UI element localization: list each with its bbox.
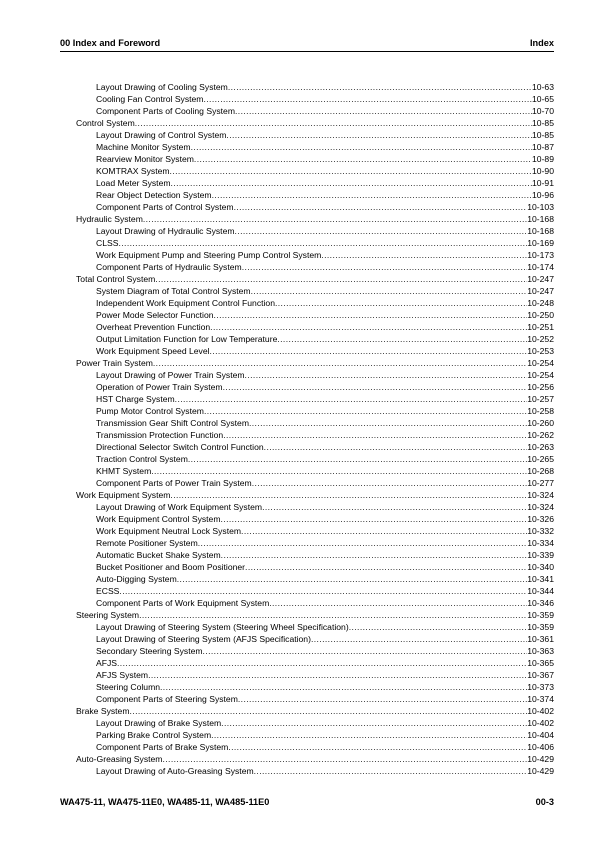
- toc-dot-leader: [241, 525, 527, 537]
- toc-entry-title: KHMT System: [96, 466, 152, 476]
- toc-entry-title: Work Equipment Pump and Steering Pump Control System: [96, 250, 322, 260]
- toc-entry-title: Remote Positioner System: [96, 538, 198, 548]
- toc-entry-page: 10-250: [527, 310, 554, 320]
- toc-subentry[interactable]: [76, 165, 554, 177]
- toc-dot-leader: [277, 333, 527, 345]
- toc-entry-page: 10-268: [527, 466, 554, 476]
- toc-dot-leader: [135, 117, 532, 129]
- toc-subentry[interactable]: [76, 621, 554, 633]
- toc-entry-page: 10-256: [527, 382, 554, 392]
- toc-entry-title: Work Equipment Control System: [96, 514, 221, 524]
- toc-entry-page: 10-103: [527, 202, 554, 212]
- toc-entry-page: 10-85: [532, 130, 554, 140]
- toc-dot-leader: [249, 417, 527, 429]
- toc-entry-title: Automatic Bucket Shake System: [96, 550, 221, 560]
- header-section-title: 00 Index and Foreword: [60, 38, 161, 48]
- toc-section-entry[interactable]: [76, 609, 554, 621]
- toc-entry-title: Pump Motor Control System: [96, 406, 204, 416]
- toc-dot-leader: [155, 273, 527, 285]
- toc-subentry[interactable]: [76, 237, 554, 249]
- footer-page-number: 00-3: [535, 797, 554, 807]
- toc-subentry[interactable]: [76, 597, 554, 609]
- toc-entry-page: 10-334: [527, 538, 554, 548]
- toc-entry-title: Layout Drawing of Hydraulic System: [96, 226, 235, 236]
- toc-entry-page: 10-363: [527, 646, 554, 656]
- toc-entry-title: Independent Work Equipment Control Function: [96, 298, 275, 308]
- toc-entry-title: Component Parts of Cooling System: [96, 106, 235, 116]
- toc-subentry[interactable]: [76, 369, 554, 381]
- toc-subentry[interactable]: [76, 189, 554, 201]
- toc-subentry[interactable]: [76, 645, 554, 657]
- toc-dot-leader: [262, 501, 527, 513]
- toc-dot-leader: [275, 297, 527, 309]
- toc-entry-title: Control System: [76, 118, 135, 128]
- toc-subentry[interactable]: [76, 249, 554, 261]
- toc-dot-leader: [130, 705, 528, 717]
- toc-entry-title: Layout Drawing of Work Equipment System: [96, 502, 263, 512]
- header-chapter-title: Index: [530, 38, 554, 48]
- toc-subentry[interactable]: [76, 321, 554, 333]
- toc-dot-leader: [321, 249, 527, 261]
- toc-entry-title: Transmission Protection Function: [96, 430, 224, 440]
- toc-dot-leader: [198, 537, 528, 549]
- toc-entry-title: Layout Drawing of Power Train System: [96, 370, 245, 380]
- toc-entry-page: 10-324: [527, 490, 554, 500]
- toc-dot-leader: [151, 465, 527, 477]
- toc-dot-leader: [139, 609, 527, 621]
- toc-entry-title: Rearview Monitor System: [96, 154, 194, 164]
- toc-entry-page: 10-324: [527, 502, 554, 512]
- toc-dot-leader: [221, 549, 528, 561]
- toc-entry-page: 10-87: [532, 142, 554, 152]
- toc-entry-page: 10-89: [532, 154, 554, 164]
- toc-dot-leader: [235, 225, 528, 237]
- toc-entry-title: Output Limitation Function for Low Temperature: [96, 334, 278, 344]
- toc-entry-title: Component Parts of Work Equipment System: [96, 598, 270, 608]
- toc-section-entry[interactable]: [76, 705, 554, 717]
- toc-dot-leader: [238, 693, 527, 705]
- toc-dot-leader: [221, 717, 527, 729]
- toc-entry-page: 10-247: [527, 274, 554, 284]
- toc-entry-page: 10-374: [527, 694, 554, 704]
- toc-entry-title: Component Parts of Power Train System: [96, 478, 252, 488]
- toc-dot-leader: [210, 345, 528, 357]
- toc-subentry[interactable]: [76, 141, 554, 153]
- toc-entry-page: 10-340: [527, 562, 554, 572]
- footer-model-list: WA475-11, WA475-11E0, WA485-11, WA485-11E0: [60, 797, 270, 807]
- toc-subentry[interactable]: [76, 177, 554, 189]
- toc-entry-page: 10-359: [527, 622, 554, 632]
- toc-subentry[interactable]: [76, 729, 554, 741]
- toc-entry-page: 10-65: [532, 94, 554, 104]
- toc-subentry[interactable]: [76, 333, 554, 345]
- toc-dot-leader: [311, 633, 527, 645]
- toc-entry-page: 10-247: [527, 286, 554, 296]
- toc-subentry[interactable]: [76, 657, 554, 669]
- toc-section-entry[interactable]: [76, 489, 554, 501]
- toc-entry-title: Parking Brake Control System: [96, 730, 212, 740]
- toc-subentry[interactable]: [76, 681, 554, 693]
- toc-entry-page: 10-365: [527, 658, 554, 668]
- toc-dot-leader: [171, 177, 533, 189]
- toc-dot-leader: [143, 213, 527, 225]
- toc-entry-page: 10-90: [532, 166, 554, 176]
- toc-dot-leader: [223, 429, 527, 441]
- toc-entry-page: 10-429: [527, 766, 554, 776]
- toc-entry-title: Layout Drawing of Steering System (AFJS Specification): [96, 634, 311, 644]
- toc-entry-page: 10-332: [527, 526, 554, 536]
- toc-dot-leader: [254, 765, 528, 777]
- toc-entry-title: Steering Column: [96, 682, 161, 692]
- toc-subentry[interactable]: [76, 345, 554, 357]
- toc-dot-leader: [170, 165, 532, 177]
- toc-entry-title: Transmission Gear Shift Control System: [96, 418, 249, 428]
- toc-entry-title: Secondary Steering System: [96, 646, 203, 656]
- toc-entry-page: 10-402: [527, 706, 554, 716]
- toc-entry-title: Operation of Power Train System: [96, 382, 223, 392]
- toc-subentry[interactable]: [76, 717, 554, 729]
- toc-dot-leader: [212, 189, 532, 201]
- toc-entry-title: Work Equipment System: [76, 490, 171, 500]
- toc-subentry[interactable]: [76, 537, 554, 549]
- toc-dot-leader: [203, 645, 528, 657]
- toc-entry-page: 10-373: [527, 682, 554, 692]
- toc-subentry[interactable]: [76, 429, 554, 441]
- toc-entry-title: Cooling Fan Control System: [96, 94, 204, 104]
- toc-dot-leader: [188, 453, 527, 465]
- toc-entry-page: 10-248: [527, 298, 554, 308]
- toc-dot-leader: [228, 81, 532, 93]
- toc-dot-leader: [148, 669, 527, 681]
- toc-entry-page: 10-174: [527, 262, 554, 272]
- toc-entry-page: 10-260: [527, 418, 554, 428]
- toc-dot-leader: [245, 369, 528, 381]
- toc-dot-leader: [242, 261, 528, 273]
- toc-entry-title: Layout Drawing of Brake System: [96, 718, 222, 728]
- toc-entry-title: Auto-Greasing System: [76, 754, 163, 764]
- toc-entry-title: Machine Monitor System: [96, 142, 191, 152]
- page-header: [60, 38, 554, 50]
- toc-dot-leader: [177, 573, 528, 585]
- toc-entry-title: ECSS: [96, 586, 120, 596]
- toc-subentry[interactable]: [76, 129, 554, 141]
- toc-section-entry[interactable]: [76, 117, 554, 129]
- toc-entry-title: Component Parts of Control System: [96, 202, 234, 212]
- toc-entry-title: Layout Drawing of Steering System (Steering Wheel Specification): [96, 622, 349, 632]
- toc-subentry[interactable]: [76, 549, 554, 561]
- toc-entry-title: Traction Control System: [96, 454, 188, 464]
- toc-entry-page: 10-344: [527, 586, 554, 596]
- toc-subentry[interactable]: [76, 393, 554, 405]
- toc-dot-leader: [204, 405, 527, 417]
- toc-entry-title: System Diagram of Total Control System: [96, 286, 251, 296]
- toc-entry-title: AFJS System: [96, 670, 149, 680]
- toc-entry-title: AFJS: [96, 658, 118, 668]
- toc-dot-leader: [251, 285, 528, 297]
- toc-entry-page: 10-346: [527, 598, 554, 608]
- toc-dot-leader: [118, 237, 527, 249]
- toc-entry-title: Bucket Positioner and Boom Positioner: [96, 562, 246, 572]
- toc-entry-title: Power Train System: [76, 358, 153, 368]
- toc-subentry[interactable]: [76, 381, 554, 393]
- toc-subentry[interactable]: [76, 285, 554, 297]
- toc-entry-page: 10-252: [527, 334, 554, 344]
- toc-entry-page: 10-85: [532, 118, 554, 128]
- toc-entry-title: Component Parts of Hydraulic System: [96, 262, 242, 272]
- toc-dot-leader: [175, 393, 528, 405]
- toc-subentry[interactable]: [76, 573, 554, 585]
- toc-entry-title: Work Equipment Speed Level: [96, 346, 210, 356]
- toc-dot-leader: [214, 309, 528, 321]
- toc-subentry[interactable]: [76, 261, 554, 273]
- toc-section-entry[interactable]: [76, 213, 554, 225]
- toc-subentry[interactable]: [76, 585, 554, 597]
- toc-entry-page: 10-96: [532, 190, 554, 200]
- toc-subentry[interactable]: [76, 417, 554, 429]
- toc-dot-leader: [245, 561, 527, 573]
- toc-dot-leader: [191, 141, 532, 153]
- toc-entry-page: 10-429: [527, 754, 554, 764]
- table-of-contents: [76, 81, 554, 777]
- toc-entry-page: 10-91: [532, 178, 554, 188]
- toc-entry-page: 10-341: [527, 574, 554, 584]
- toc-subentry[interactable]: [76, 297, 554, 309]
- toc-section-entry[interactable]: [76, 273, 554, 285]
- toc-subentry[interactable]: [76, 93, 554, 105]
- toc-dot-leader: [211, 729, 527, 741]
- toc-entry-title: Hydraulic System: [76, 214, 143, 224]
- toc-entry-page: 10-254: [527, 358, 554, 368]
- toc-entry-page: 10-169: [527, 238, 554, 248]
- toc-entry-page: 10-251: [527, 322, 554, 332]
- header-divider: [60, 51, 554, 52]
- toc-dot-leader: [234, 201, 528, 213]
- toc-dot-leader: [252, 477, 528, 489]
- toc-subentry[interactable]: [76, 477, 554, 489]
- toc-subentry[interactable]: [76, 525, 554, 537]
- toc-subentry[interactable]: [76, 441, 554, 453]
- toc-entry-title: Overheat Prevention Function: [96, 322, 211, 332]
- toc-entry-page: 10-173: [527, 250, 554, 260]
- toc-entry-page: 10-258: [527, 406, 554, 416]
- toc-entry-page: 10-168: [527, 226, 554, 236]
- toc-entry-title: CLSS: [96, 238, 119, 248]
- toc-subentry[interactable]: [76, 561, 554, 573]
- toc-entry-page: 10-367: [527, 670, 554, 680]
- toc-dot-leader: [117, 657, 527, 669]
- toc-subentry[interactable]: [76, 633, 554, 645]
- toc-dot-leader: [223, 381, 528, 393]
- toc-entry-page: 10-265: [527, 454, 554, 464]
- toc-entry-title: Steering System: [76, 610, 140, 620]
- toc-dot-leader: [235, 105, 532, 117]
- toc-subentry[interactable]: [76, 153, 554, 165]
- toc-entry-title: KOMTRAX System: [96, 166, 170, 176]
- toc-dot-leader: [162, 753, 527, 765]
- toc-entry-page: 10-70: [532, 106, 554, 116]
- toc-subentry[interactable]: [76, 765, 554, 777]
- toc-subentry[interactable]: [76, 225, 554, 237]
- toc-entry-title: Rear Object Detection System: [96, 190, 212, 200]
- toc-entry-title: Brake System: [76, 706, 130, 716]
- toc-entry-page: 10-168: [527, 214, 554, 224]
- toc-dot-leader: [203, 93, 532, 105]
- toc-dot-leader: [228, 741, 527, 753]
- toc-entry-page: 10-406: [527, 742, 554, 752]
- toc-subentry[interactable]: [76, 693, 554, 705]
- toc-entry-title: HST Charge System: [96, 394, 175, 404]
- toc-entry-page: 10-63: [532, 82, 554, 92]
- toc-subentry[interactable]: [76, 81, 554, 93]
- toc-dot-leader: [160, 681, 527, 693]
- toc-entry-page: 10-262: [527, 430, 554, 440]
- toc-entry-title: Layout Drawing of Cooling System: [96, 82, 228, 92]
- toc-dot-leader: [210, 321, 527, 333]
- toc-dot-leader: [194, 153, 532, 165]
- toc-dot-leader: [221, 513, 528, 525]
- toc-subentry[interactable]: [76, 309, 554, 321]
- toc-subentry[interactable]: [76, 201, 554, 213]
- toc-subentry[interactable]: [76, 105, 554, 117]
- toc-entry-title: Power Mode Selector Function: [96, 310, 214, 320]
- toc-subentry[interactable]: [76, 465, 554, 477]
- toc-dot-leader: [153, 357, 527, 369]
- toc-entry-page: 10-339: [527, 550, 554, 560]
- toc-entry-title: Work Equipment Neutral Lock System: [96, 526, 242, 536]
- toc-subentry[interactable]: [76, 669, 554, 681]
- toc-entry-page: 10-254: [527, 370, 554, 380]
- toc-entry-title: Load Meter System: [96, 178, 171, 188]
- toc-entry-page: 10-361: [527, 634, 554, 644]
- toc-entry-page: 10-404: [527, 730, 554, 740]
- toc-section-entry[interactable]: [76, 357, 554, 369]
- toc-subentry[interactable]: [76, 405, 554, 417]
- toc-entry-page: 10-277: [527, 478, 554, 488]
- toc-entry-title: Layout Drawing of Auto-Greasing System: [96, 766, 254, 776]
- toc-entry-page: 10-257: [527, 394, 554, 404]
- toc-section-entry[interactable]: [76, 753, 554, 765]
- toc-dot-leader: [226, 129, 532, 141]
- toc-subentry[interactable]: [76, 453, 554, 465]
- toc-dot-leader: [264, 441, 528, 453]
- toc-entry-page: 10-253: [527, 346, 554, 356]
- toc-subentry[interactable]: [76, 513, 554, 525]
- toc-entry-title: Auto-Digging System: [96, 574, 177, 584]
- toc-entry-title: Component Parts of Steering System: [96, 694, 238, 704]
- toc-entry-title: Directional Selector Switch Control Function: [96, 442, 264, 452]
- toc-dot-leader: [349, 621, 528, 633]
- toc-dot-leader: [119, 585, 527, 597]
- toc-entry-page: 10-326: [527, 514, 554, 524]
- toc-entry-title: Layout Drawing of Control System: [96, 130, 227, 140]
- toc-dot-leader: [170, 489, 527, 501]
- toc-entry-page: 10-263: [527, 442, 554, 452]
- toc-entry-title: Component Parts of Brake System: [96, 742, 229, 752]
- toc-entry-page: 10-402: [527, 718, 554, 728]
- toc-dot-leader: [269, 597, 527, 609]
- toc-entry-page: 10-359: [527, 610, 554, 620]
- toc-subentry[interactable]: [76, 741, 554, 753]
- toc-subentry[interactable]: [76, 501, 554, 513]
- toc-entry-title: Total Control System: [76, 274, 156, 284]
